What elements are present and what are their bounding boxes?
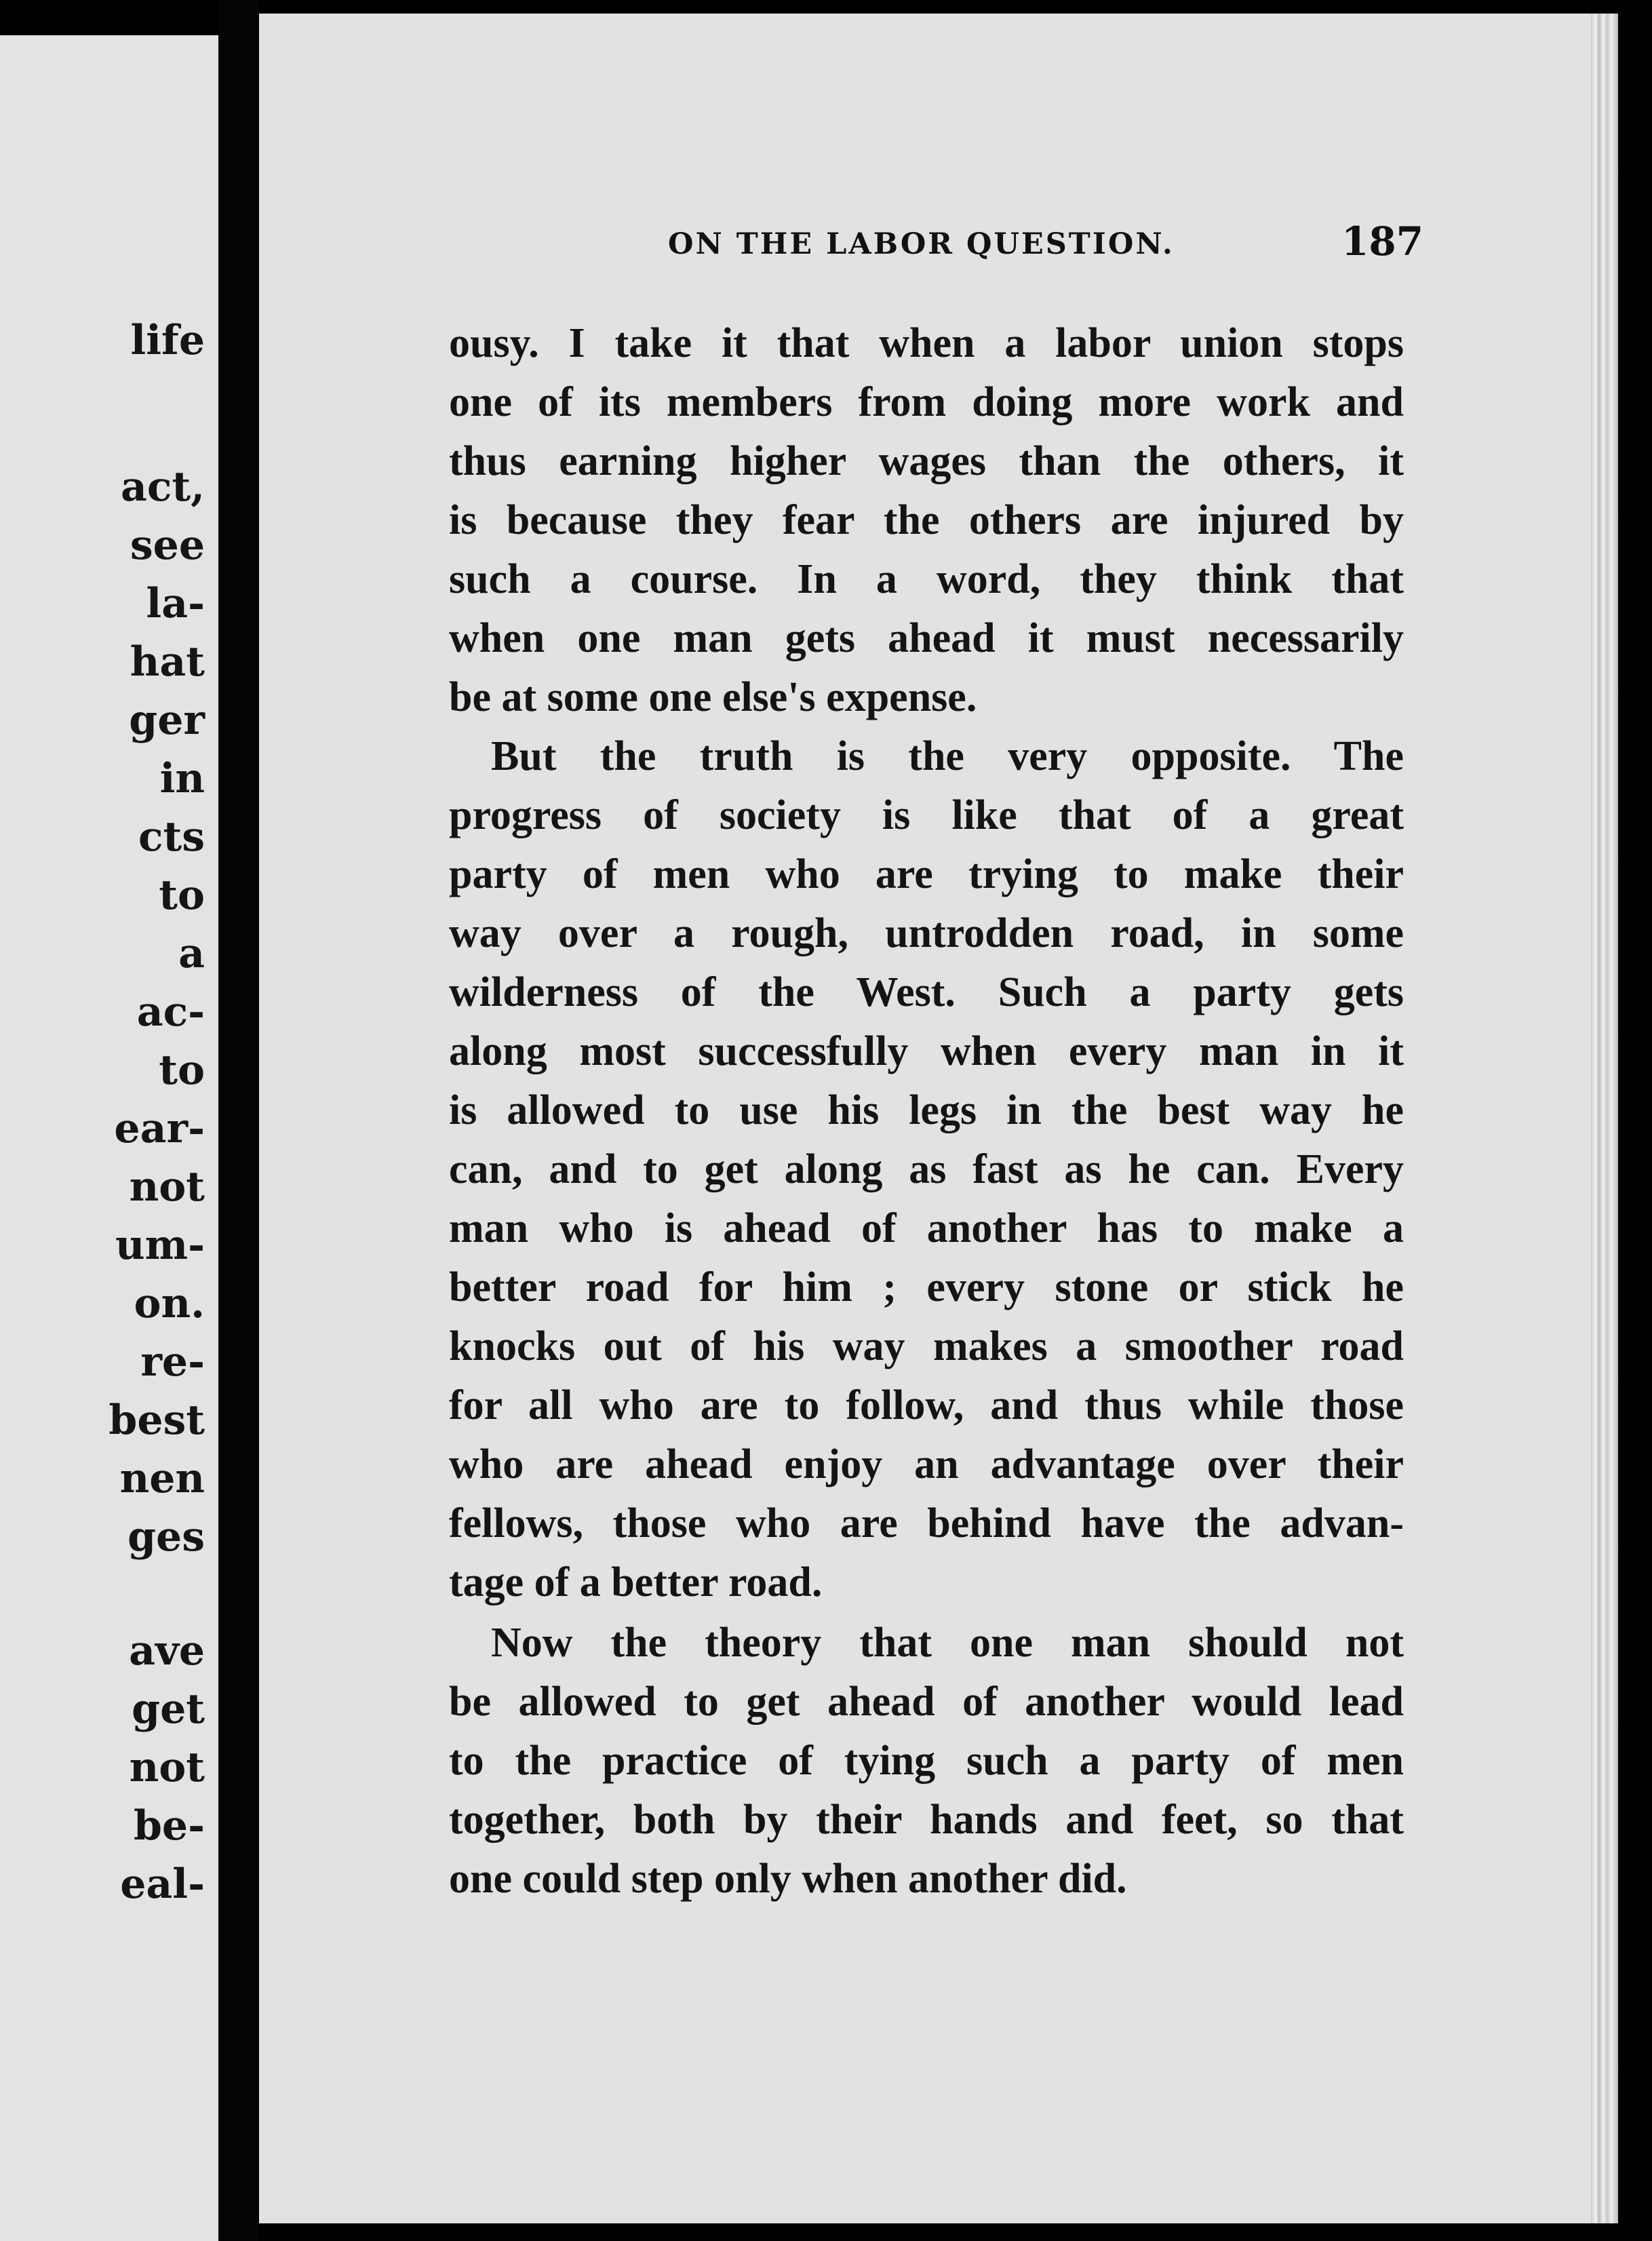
left-page-line: hat <box>130 638 205 686</box>
text-line: together, both by their hands and feet, so that <box>449 1797 1404 1843</box>
previous-page-fragment <box>0 35 218 2241</box>
page-stack-edge <box>1591 14 1618 2223</box>
text-line: ousy. I take it that when a labor union stops <box>449 320 1404 366</box>
text-line: party of men who are trying to make their <box>449 851 1404 897</box>
text-line: for all who are to follow, and thus while those <box>449 1382 1404 1428</box>
left-page-line: in <box>159 755 205 802</box>
text-line: tage of a better road. <box>449 1559 823 1605</box>
left-page-line: cts <box>138 813 205 861</box>
left-page-line: not <box>129 1163 205 1211</box>
left-page-line: ac- <box>136 988 205 1036</box>
text-line: one of its members from doing more work and <box>449 379 1404 425</box>
text-line: when one man gets ahead it must necessarily <box>449 615 1404 661</box>
book-gutter <box>218 0 259 2241</box>
left-page-line: act, <box>120 463 205 511</box>
text-line: But the truth is the very opposite. The <box>491 733 1404 779</box>
left-page-line: ger <box>129 697 205 744</box>
left-page-line: la- <box>146 580 205 627</box>
text-line: better road for him ; every stone or stick he <box>449 1264 1404 1310</box>
left-page-line: ear- <box>114 1105 205 1152</box>
left-page-line: get <box>132 1685 205 1733</box>
text-line: thus earning higher wages than the others, it <box>449 438 1404 484</box>
left-page-line: to <box>159 1047 205 1094</box>
text-line: way over a rough, untrodden road, in some <box>449 910 1404 956</box>
left-page-line: re- <box>140 1338 205 1386</box>
text-line: progress of society is like that of a great <box>449 792 1404 838</box>
text-line: be allowed to get ahead of another would lead <box>449 1679 1404 1725</box>
text-line: along most successfully when every man in it <box>449 1028 1404 1074</box>
left-page-line: ave <box>129 1627 205 1675</box>
left-page-line: eal- <box>120 1860 205 1908</box>
text-line: such a course. In a word, they think that <box>449 556 1404 602</box>
left-page-line: ges <box>127 1513 205 1561</box>
left-page-line: not <box>129 1744 205 1791</box>
left-page-line: see <box>130 522 205 569</box>
text-line: be at some one else's expense. <box>449 674 977 720</box>
text-line: one could step only when another did. <box>449 1856 1127 1902</box>
left-page-line: be- <box>133 1802 205 1850</box>
left-page-line: best <box>109 1397 205 1444</box>
text-line: man who is ahead of another has to make a <box>449 1205 1404 1251</box>
running-head: ON THE LABOR QUESTION. <box>668 227 1175 261</box>
text-line: to the practice of tying such a party of men <box>449 1738 1404 1784</box>
left-page-line: to <box>159 872 205 919</box>
text-line: wilderness of the West. Such a party gets <box>449 969 1404 1015</box>
left-page-line: a <box>178 930 205 977</box>
text-line: fellows, those who are behind have the advan- <box>449 1500 1404 1546</box>
text-line: can, and to get along as fast as he can. Every <box>449 1146 1404 1192</box>
text-line: is allowed to use his legs in the best way he <box>449 1087 1404 1133</box>
left-page-line: on. <box>134 1280 205 1327</box>
left-page-line: um- <box>115 1222 205 1269</box>
text-line: knocks out of his way makes a smoother road <box>449 1323 1404 1369</box>
text-line: who are ahead enjoy an advantage over their <box>449 1441 1404 1487</box>
text-line: Now the theory that one man should not <box>491 1620 1404 1666</box>
left-page-line: life <box>130 317 205 364</box>
page-number: 187 <box>1341 218 1424 265</box>
text-line: is because they fear the others are injured by <box>449 497 1404 543</box>
left-page-line: nen <box>119 1455 205 1502</box>
